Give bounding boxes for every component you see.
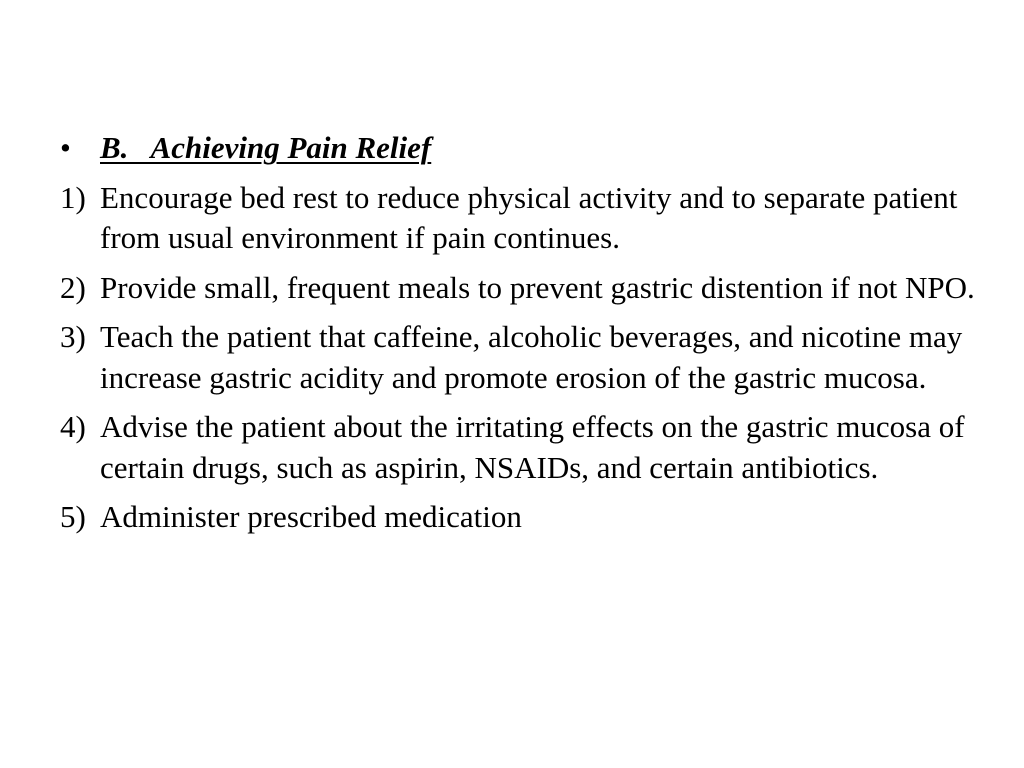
slide-content bbox=[60, 128, 990, 547]
list-item bbox=[60, 497, 990, 538]
list-item-number: 3) bbox=[60, 319, 86, 354]
list-item bbox=[60, 317, 990, 398]
list-item-text: Advise the patient about the irritating effects on the gastric mucosa of certain drugs, such as aspirin, NSAIDs, and certain antibiotics. bbox=[100, 409, 965, 485]
list-item-number: 5) bbox=[60, 499, 86, 534]
list-item-number: 4) bbox=[60, 409, 86, 444]
list-item-text: Encourage bed rest to reduce physical activity and to separate patient from usual environment if pain continues. bbox=[100, 179, 958, 255]
section-heading-text: B. Achieving Pain Relief bbox=[100, 130, 432, 165]
section-heading bbox=[60, 128, 990, 169]
list-item-text: Administer prescribed medication bbox=[100, 499, 522, 534]
list-item-text: Provide small, frequent meals to prevent gastric distention if not NPO. bbox=[100, 269, 975, 305]
list-item bbox=[60, 178, 990, 259]
list-item-number: 2) bbox=[60, 269, 86, 305]
bullet-icon: • bbox=[60, 130, 71, 165]
list-item-number: 1) bbox=[60, 179, 86, 215]
list-item bbox=[60, 407, 990, 488]
list-item bbox=[60, 268, 990, 309]
list-item-text: Teach the patient that caffeine, alcoholic beverages, and nicotine may increase gastric acidity and promote erosion of the gastric mucosa. bbox=[100, 319, 963, 395]
